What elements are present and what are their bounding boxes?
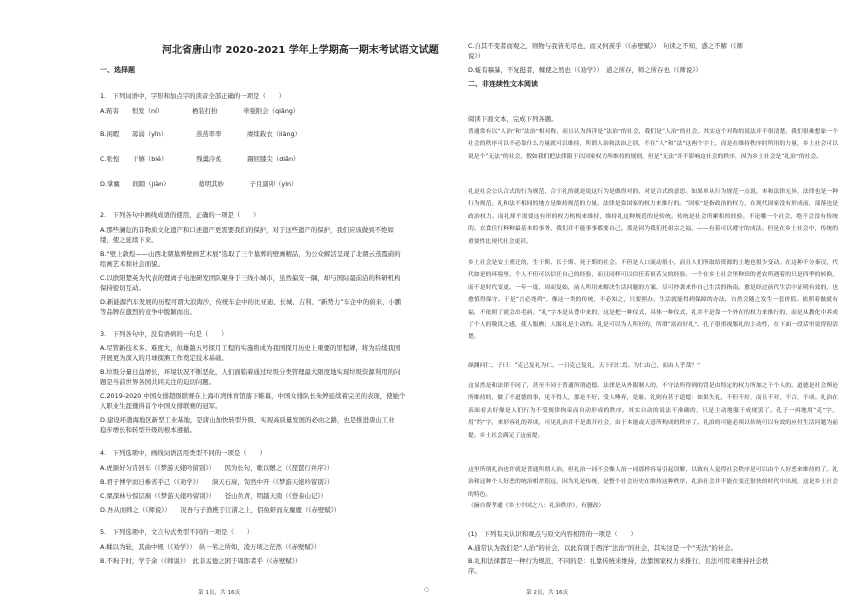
question-3-stem: 3. 下列各句中，没有语病的一句是（ ） — [100, 330, 228, 338]
section-heading-choice: 一、选择题 — [100, 66, 135, 74]
page-divider-marker: ○ — [424, 586, 430, 593]
question-2-option-b-cont: 绘画艺术和社会面貌。 — [100, 260, 164, 268]
question-6-stem: (1) 下列有关认识和观点与原文内容相符的一项是（ ） — [468, 530, 637, 538]
question-2-option-d: D.新能源汽车发展的历程可谓大浪淘沙，传统车企中的比亚迪、长城、吉利、“新势力”车企中的蔚来、小鹏 — [100, 298, 402, 306]
passage-quote: 颜渊问仁，子曰：“克己复礼为仁。一日克己复礼，天下归仁焉。为仁由己，而由人乎哉？” — [468, 363, 701, 369]
question-5-option-b: B.不拘于时，学于余（《师说》） 此非孟德之困于周郎者乎（《赤壁赋》） — [100, 557, 302, 565]
question-6-option-b-cont: 序。 — [468, 567, 481, 575]
question-4-option-b: B.君子博学而日参省乎己（《劝学》） 洞天石扉，訇然中开（《梦游天姥吟留别》） — [100, 478, 334, 486]
question-3-option-d-cont: 稳步增长和转型升级的根本遵循。 — [100, 426, 196, 434]
question-5-option-d: D.蚯有稿暴，不复挺者，輮使之然也（《劝学》） 道之所存，师之所存也（《师说》） — [468, 66, 702, 74]
section-heading-reading: 二、非连续性文本阅读 — [468, 80, 538, 88]
question-3-option-c-cont: 人职业生涯獲得首个中国女排联赛的冠军。 — [100, 402, 222, 410]
question-1-option-c: C.张惶 干嬉（bié） 残羹冷炙 蹑屁膝尖（diǎn） — [100, 155, 300, 163]
page-right-footer: 第 2页，共 16页 — [526, 590, 569, 596]
question-5-option-c-cont: 说》） — [468, 52, 484, 60]
passage-paragraph-1: 普通常有以“人治”和“法治”相对称，而且认为西洋是“法治”的社会，我们是“人治”的社会。其实这个对称的说法并不很清楚。我们很难想象一个社会的秩序可以不必靠什么力量就可以维持，所谓人治和法治之别，不在“人”和“法”这两个字上，而是在维持秩序时所用的力量，乡土社会可以说是个“无法”的社会，假如我们把法律限于以国家权力所维持的规则，但是“无法”并不影响这社会的秩序，因为乡土社会是“礼治”的社会。 — [468, 129, 838, 160]
page-title: 河北省唐山市 2020-2021 学年上学期高一期末考试语文试题 — [162, 45, 439, 56]
passage-paragraph-4: 这显然是和法律不同了，甚至不同于普通所谓道德。法律是从外限制人的，不守法所得到的罚是由特定的权力所加之于个人的。道德是社会舆论所维持的，做了不道德的事，见不得人，那是不好；受人唾弃，是耻。礼则有甚于道德：如果失礼，不但不好，而且不对，不合，不成。礼治在表面看去好像是人们行为不受规律拘束而自动形成的秩序。其实自动的说法不准确的，只是主动地服于成规罢了。孔子一再地用“克”字，用“约”字，来形容礼的养成，可见礼治并不是离开社会，由于本能或天意所构成的秩序了。礼治的可能必须以传统可以有效的应付生活问题为前提。乡土社会满足了这前提。 — [468, 383, 838, 439]
question-1-option-a: A.跖害 怛发（ní） 栖装打扮 牵强附会（qiǎng） — [100, 107, 300, 115]
question-4-option-d: D.吾从而师之（《师说》） 况吾与子渔樵于江渚之上，侣鱼虾而友麋鹿（《赤壁赋》） — [100, 506, 341, 514]
passage-paragraph-5: 这里所谓礼治也许就是普通所谓人治，但礼治一词不会像人治一词那样容易引起误解，以致有人觉得社会秩序是可以由个人好恶来维持的了。礼治和这种个人好恶的统治相差很远，因为礼是传统，是整个社会历史在维持这种秩序，礼治社会并不能在变迁很快的时代中出现，这是乡土社会的特色。 — [468, 467, 838, 498]
passage-paragraph-2: 礼是社会公认合式的行为规范，合于礼的就是说这行为是做得对的，对是合式的意思。如果单从行为规范一点说，本和法律无异，法律也是一种行为规范。礼和法不相同的地方是维持规范的力量。法律是靠国家的权力来推行的。“国家”是指政治的权力，在现代国家没有形成前，部落也是政治权力。而礼却不需要这有形的权力机构来维持，维持礼这种规范的是传统。传统是社会所累积的经验。不论哪一个社会，绝不会没有传统的。衣食住行种种最基本的事务，我们并不能事事都要自己。那是因为我们托祖宗之福，——有着可以遵守的成法。但是在乡土社会中，传统的重要性比现代社会更甚。 — [468, 189, 838, 245]
question-2-option-c: C.以欧阳楚英为代表的锂离子电池研发团队聚身于三线小城市，虽然偏安一隅，却与国际最前沿的科研机构 — [100, 274, 401, 282]
page-left-footer: 第 1页，共 16页 — [198, 590, 241, 596]
question-2-option-a: A.那些澜危的非物质文化遗产和口述遗产更需要我们的保护，对于这些遗产的保护，我们应该做到不绝如 — [100, 226, 394, 234]
question-3-option-c: C.2019-2020 中国女排超级联赛在上海市湾体育馆落下帷幕，中国女排队长朱婷延续着完美的表现，使她个 — [100, 392, 406, 400]
question-2-option-d-cont: 等品牌在激烈的竞争中脱颖而出。 — [100, 308, 196, 316]
question-4-option-a: A.虎颔好匀肯回车（《梦游天姥吟留别》） 因为长句，歌以赠之（《琵琶行并序》） — [100, 464, 334, 472]
question-1-option-d: D.掌麋 间隙（jiàn） 葛明其妙 子且濡卯（yín） — [100, 180, 298, 188]
question-5-option-c: C.自其不变者而观之，则物与我皆无尽也，而又何羡乎（《赤壁赋》） 句读之不知，惑之不解（《师 — [468, 42, 743, 50]
question-3-option-a: A.尽管新技术多、难度大，但雄越五号探月工程的实施将成为我国探月历史上重要的里程碑，将为后续我国 — [100, 344, 401, 352]
question-2-option-b: B.“壁上敦煌——山西北朝墓葬壁画艺术展”选取了三个墓葬的壁画精品，为公众解活呈现了北朝云蒸霞蔚的 — [100, 250, 401, 258]
question-5-stem: 5. 下列选项中，文言句式类型不同的一项是（ ） — [100, 528, 254, 536]
question-1-stem: 1. 下列词语中，字形和加点字的读音全部正确的一项是（ ） — [100, 92, 286, 100]
question-2-option-c-cont: 保持密切互动。 — [100, 284, 145, 292]
question-3-option-b: B.垃圾分量日益增长，环境状况不断恶化，人们面临着通过垃圾分类管理最大限度地实现垃圾资源利用的问 — [100, 368, 401, 376]
question-5-option-a: A.輮以为轮，其曲中规（《劝学》） 纵一苇之所如，凌万顷之茫然（《赤壁赋》） — [100, 543, 321, 551]
question-3-option-a-cont: 开展更为深入的月球探测工作奠定技术基础。 — [100, 354, 228, 362]
question-3-option-d: D.建设环渤海地区新型工业基地，是唐山加快转型升级、实现高质量发展的必由之路，也是推进唐山工业 — [100, 416, 395, 424]
question-6-option-a: A.通常认为我们是“人治”的社会，以此有别于西洋“法治”的社会，其实这是一个“无法”的社会。 — [468, 544, 737, 552]
question-4-stem: 4. 下列选项中，画线词语活用类型不同的一项是（ ） — [100, 449, 266, 457]
question-4-option-c: C.栗深林兮惊层巅（《梦游天姥吟留别》） 苍山负青，明越天南（《登泰山记》） — [100, 492, 327, 500]
question-3-option-b-cont: 题是当前世界各国共同关注的迫切问题。 — [100, 378, 216, 386]
question-1-option-b: B.闲暇 孱弱（yǐn） 蒸蒸率率 赓续载衣（liàng） — [100, 130, 301, 138]
question-2-option-a-cont: 缕，使之延续下来。 — [100, 236, 158, 244]
question-2-stem: 2. 下列各句中画线成语的使用，正确的一项是（ ） — [100, 211, 260, 219]
passage-source: （摘自费孝通《乡土中国之八：礼治秩序》，有删改） — [468, 503, 605, 509]
page-right — [430, 0, 860, 608]
reading-instruction: 阅读下面文本，完成下列各题。 — [468, 115, 558, 123]
question-6-option-b: B.礼和法律都是一种行为规范，不同的是：礼靠传统来维持，法靠国家权力来推行，且法可用来维持社会秩 — [468, 557, 769, 565]
passage-paragraph-3: 乡土社会是安土重迁的，生于斯、长于斯、死于斯的社会。不但是人口流动很小，而且人们所取给资源的土地也很少变动。在这种不分秦汉，代代如是的环境里，个人不但可以信任自己的经验，而且同样可以信任若祖若父的经验。一个在乡土社会里种田的老农所遇着的只是四季的转换，而不是时代变更。一年一度，周而复始，前人所用来解决生活问题的方案，尽可抄袭来作自己生活的指南。愈是经过前代生活中证明有效的，也愈值得保守。于是“言必尧舜”，像这一类的传统，不必知之，只要照办，生活就能得到保障的办法，自然会随之发生一套价值。依照着做就有福，不依照了就会出毛病。“礼”字本是从豊中来的，这是把一种仪式，具体一种仪式。礼并不是靠一个外在的权力来推行的，而是从教化中养成了个人的敬畏之感，使人服膺；人服礼是主动的。礼是可以为人所好的，所谓“富而好礼”。孔子很重视服礼的主动性，在下面一段话里说得很清楚。 — [468, 260, 838, 341]
